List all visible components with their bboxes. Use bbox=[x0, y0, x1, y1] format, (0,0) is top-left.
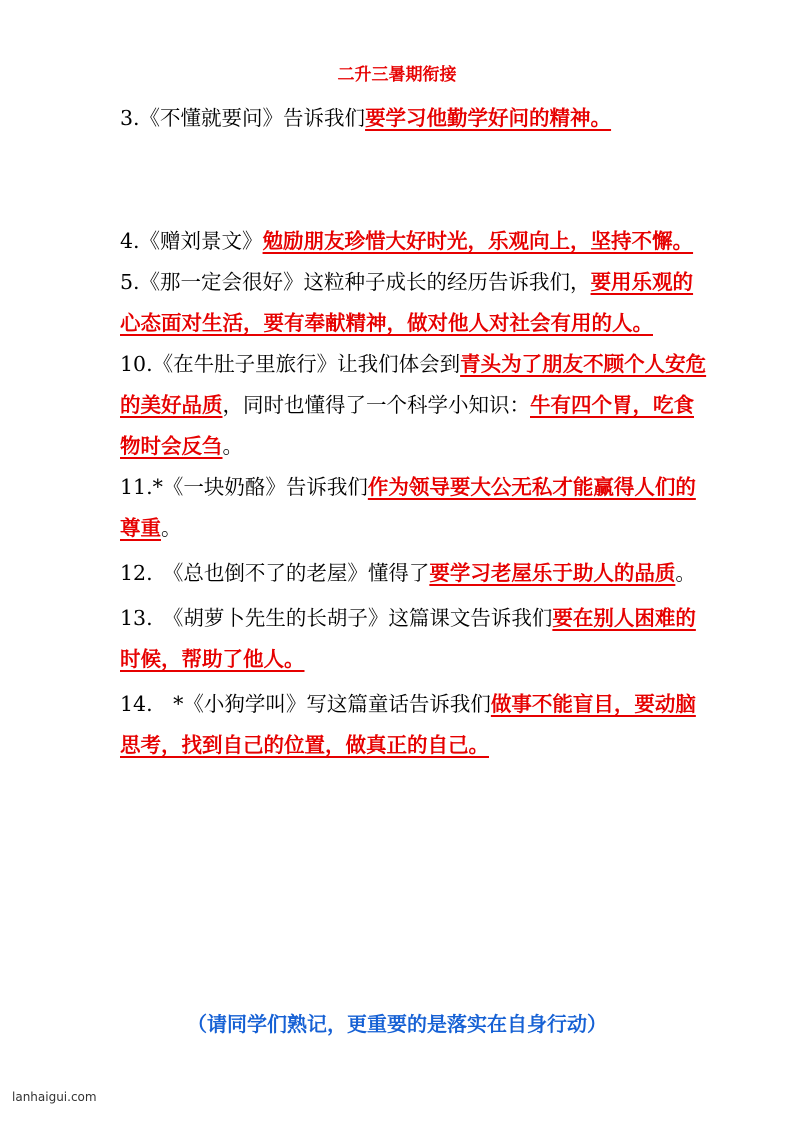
page-title: 二升三暑期衔接 bbox=[337, 65, 457, 85]
item-answer: 要学习老屋乐于助人的品质 bbox=[429, 561, 676, 585]
list-item bbox=[120, 262, 710, 344]
item-lead: 3.《不懂就要问》告诉我们 bbox=[120, 106, 366, 130]
item-lead: 5.《那一定会很好》这粒种子成长的经历告诉我们， bbox=[120, 270, 591, 294]
list-item bbox=[120, 684, 710, 766]
item-lead: 14. *《小狗学叫》写这篇童话告诉我们 bbox=[120, 692, 491, 716]
item-answer: 牛有四个胃，吃食物时会反刍 bbox=[120, 393, 694, 458]
item-answer: 勉励朋友珍惜大好时光，乐观向上，坚持不懈。 bbox=[262, 229, 694, 253]
item-lead: 4.《赠刘景文》 bbox=[120, 229, 263, 253]
answer-list bbox=[120, 98, 710, 766]
item-answer: 作为领导要大公无私才能赢得人们的尊重 bbox=[120, 475, 696, 540]
item-tail: 。 bbox=[675, 561, 696, 585]
list-item bbox=[120, 467, 710, 549]
item-answer: 要用乐观的心态面对生活，要有奉献精神，做对他人对社会有用的人。 bbox=[120, 270, 694, 335]
list-item bbox=[120, 98, 710, 139]
item-tail: 。 bbox=[161, 516, 182, 540]
item-lead: 10.《在牛肚子里旅行》让我们体会到 bbox=[120, 352, 461, 376]
item-answer: 要在别人困难的时候，帮助了他人。 bbox=[120, 606, 696, 671]
item-lead: 13. 《胡萝卜先生的长胡子》这篇课文告诉我们 bbox=[120, 606, 553, 630]
list-item bbox=[120, 598, 710, 680]
item-answer: 要学习他勤学好问的精神。 bbox=[365, 106, 612, 130]
item-answer: 青头为了朋友不顾个人安危的美好品质 bbox=[120, 352, 707, 417]
list-item bbox=[120, 221, 710, 262]
item-mid: ，同时也懂得了一个科学小知识： bbox=[222, 393, 530, 417]
footer-site: lanhaigui.com bbox=[12, 1090, 97, 1104]
item-lead: 11.*《一块奶酪》告诉我们 bbox=[120, 475, 368, 499]
list-item bbox=[120, 344, 710, 467]
list-item bbox=[120, 553, 710, 594]
item-answer: 做事不能盲目，要动脑思考，找到自己的位置，做真正的自己。 bbox=[120, 692, 696, 757]
reminder-note: （请同学们熟记，更重要的是落实在自身行动） bbox=[187, 1012, 607, 1036]
item-lead: 12. 《总也倒不了的老屋》懂得了 bbox=[120, 561, 430, 585]
item-tail: 。 bbox=[222, 434, 243, 458]
